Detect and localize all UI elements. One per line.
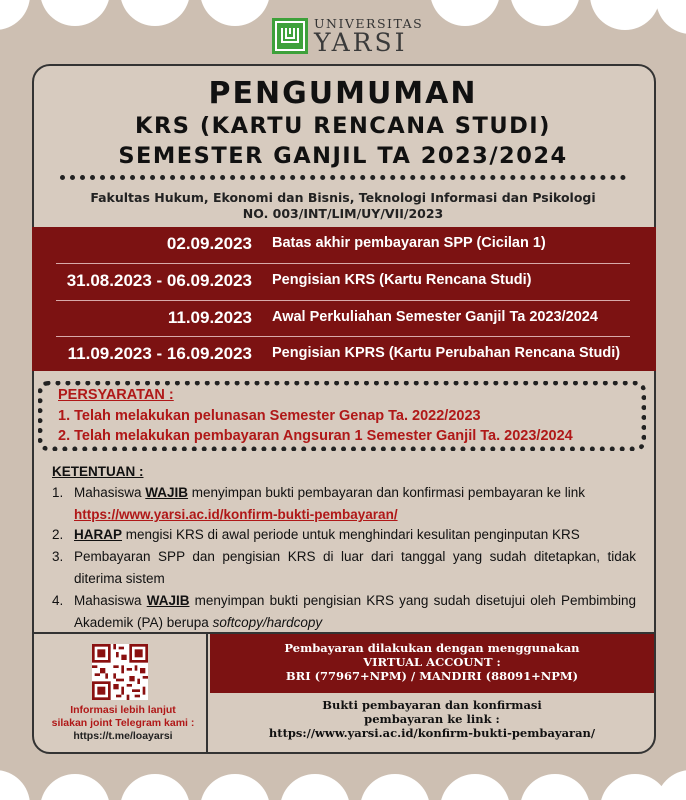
- requirement-item: 2. Telah melakukan pembayaran Angsuran 1 Semester Ganjil Ta. 2023/2024: [58, 428, 573, 444]
- schedule-row: [32, 301, 656, 337]
- telegram-info-line2: silakan joint Telegram kami :: [51, 717, 195, 729]
- edge-scallop: [0, 770, 30, 800]
- va-line2: VIRTUAL ACCOUNT :: [363, 655, 501, 669]
- provision-text: Mahasiswa: [74, 485, 146, 500]
- provision-number: 1.: [52, 485, 64, 500]
- provision-keyword: HARAP: [74, 527, 123, 542]
- faculty-line: Fakultas Hukum, Ekonomi dan Bisnis, Teknologi Informasi dan Psikologi: [90, 190, 596, 205]
- edge-scallop: [120, 0, 190, 26]
- proof-line1: Bukti pembayaran dan konfirmasi: [322, 698, 542, 712]
- provision-text: Pembayaran SPP dan pengisian KRS di luar dari tanggal yang sudah ditetapkan, tidak diterima sistem: [74, 549, 636, 586]
- telegram-link[interactable]: https://t.me/loayarsi: [73, 730, 173, 742]
- provision-number: 3.: [52, 549, 64, 564]
- provision-keyword: WAJIB: [145, 485, 189, 500]
- provision-text: Mahasiswa: [74, 593, 147, 608]
- schedule-row: [32, 227, 656, 263]
- page-title: PENGUMUMAN: [208, 76, 478, 111]
- edge-scallop: [510, 0, 580, 26]
- edge-scallop: [120, 774, 190, 800]
- provision-text: mengisi KRS di awal periode untuk menghindari kesulitan penginputan KRS: [122, 527, 580, 542]
- provision-emphasis: hardcopy: [266, 615, 323, 630]
- edge-scallop: [520, 774, 590, 800]
- provision-emphasis: softcopy: [212, 615, 263, 630]
- provision-item: [52, 546, 636, 590]
- edge-scallop: [40, 774, 110, 800]
- va-line3: BRI (77967+NPM) / MANDIRI (88091+NPM): [285, 669, 579, 683]
- edge-scallop: [430, 0, 500, 26]
- page-subtitle-semester: SEMESTER GANJIL TA 2023/2024: [118, 143, 568, 169]
- proof-line2: pembayaran ke link :: [364, 712, 500, 726]
- qr-code-icon[interactable]: [92, 644, 148, 700]
- page-subtitle-krs: KRS (KARTU RENCANA STUDI): [135, 113, 551, 139]
- announcement-number: NO. 003/INT/LIM/UY/VII/2023: [242, 206, 444, 221]
- virtual-account-panel: [210, 634, 654, 693]
- edge-scallop: [40, 0, 110, 26]
- schedule-table: [32, 227, 656, 371]
- provision-item: [52, 590, 636, 634]
- requirement-item: 1. Telah melakukan pelunasan Semester Genap Ta. 2022/2023: [58, 408, 481, 424]
- schedule-row: [32, 264, 656, 300]
- schedule-desc: Pengisian KRS (Kartu Rencana Studi): [272, 272, 532, 288]
- schedule-desc: Batas akhir pembayaran SPP (Cicilan 1): [272, 235, 546, 251]
- provision-item: [52, 524, 636, 546]
- provision-number: 2.: [52, 527, 64, 542]
- provision-item: [52, 482, 636, 526]
- schedule-row: [32, 337, 656, 373]
- schedule-desc: Pengisian KPRS (Kartu Perubahan Rencana Studi): [272, 345, 621, 361]
- edge-scallop: [200, 0, 270, 26]
- telegram-info-line1: Informasi lebih lanjut: [70, 704, 176, 716]
- university-logo: [272, 14, 424, 58]
- provision-number: 4.: [52, 593, 64, 608]
- schedule-date: 11.09.2023 - 16.09.2023: [67, 344, 252, 363]
- provision-keyword: WAJIB: [146, 593, 190, 608]
- schedule-date: 02.09.2023: [166, 234, 252, 253]
- provision-text: menyimpan bukti pengisian KRS yang sudah disetujui oleh Pembimbing Akademik (PA) berupa: [74, 593, 636, 630]
- schedule-date: 31.08.2023 - 06.09.2023: [66, 271, 252, 290]
- logo-line2: YARSI: [314, 28, 408, 57]
- edge-scallop: [200, 774, 270, 800]
- schedule-date: 11.09.2023: [167, 308, 252, 327]
- edge-scallop: [656, 0, 686, 34]
- provision-text: menyimpan bukti pembayaran dan konfirmasi pembayaran ke link: [188, 485, 585, 500]
- edge-scallop: [590, 0, 660, 30]
- provision-slash: /: [262, 615, 267, 630]
- yarsi-emblem-icon: [272, 18, 308, 54]
- edge-scallop: [280, 774, 350, 800]
- edge-scallop: [440, 774, 510, 800]
- provisions-title: KETENTUAN :: [52, 464, 144, 479]
- schedule-desc: Awal Perkuliahan Semester Ganjil Ta 2023/2024: [272, 309, 598, 325]
- payment-proof-panel: [210, 696, 654, 752]
- edge-scallop: [0, 0, 30, 30]
- edge-scallop: [360, 774, 430, 800]
- dotted-divider: [60, 175, 626, 180]
- telegram-info-text: [38, 704, 208, 743]
- logo-line1: UNIVERSITAS: [314, 16, 424, 31]
- payment-confirmation-link[interactable]: https://www.yarsi.ac.id/konfirm-bukti-pembayaran/: [74, 507, 398, 522]
- va-line1: Pembayaran dilakukan dengan menggunakan: [284, 641, 580, 655]
- proof-link[interactable]: https://www.yarsi.ac.id/konfirm-bukti-pembayaran/: [268, 726, 596, 740]
- requirements-title: PERSYARATAN :: [58, 387, 174, 403]
